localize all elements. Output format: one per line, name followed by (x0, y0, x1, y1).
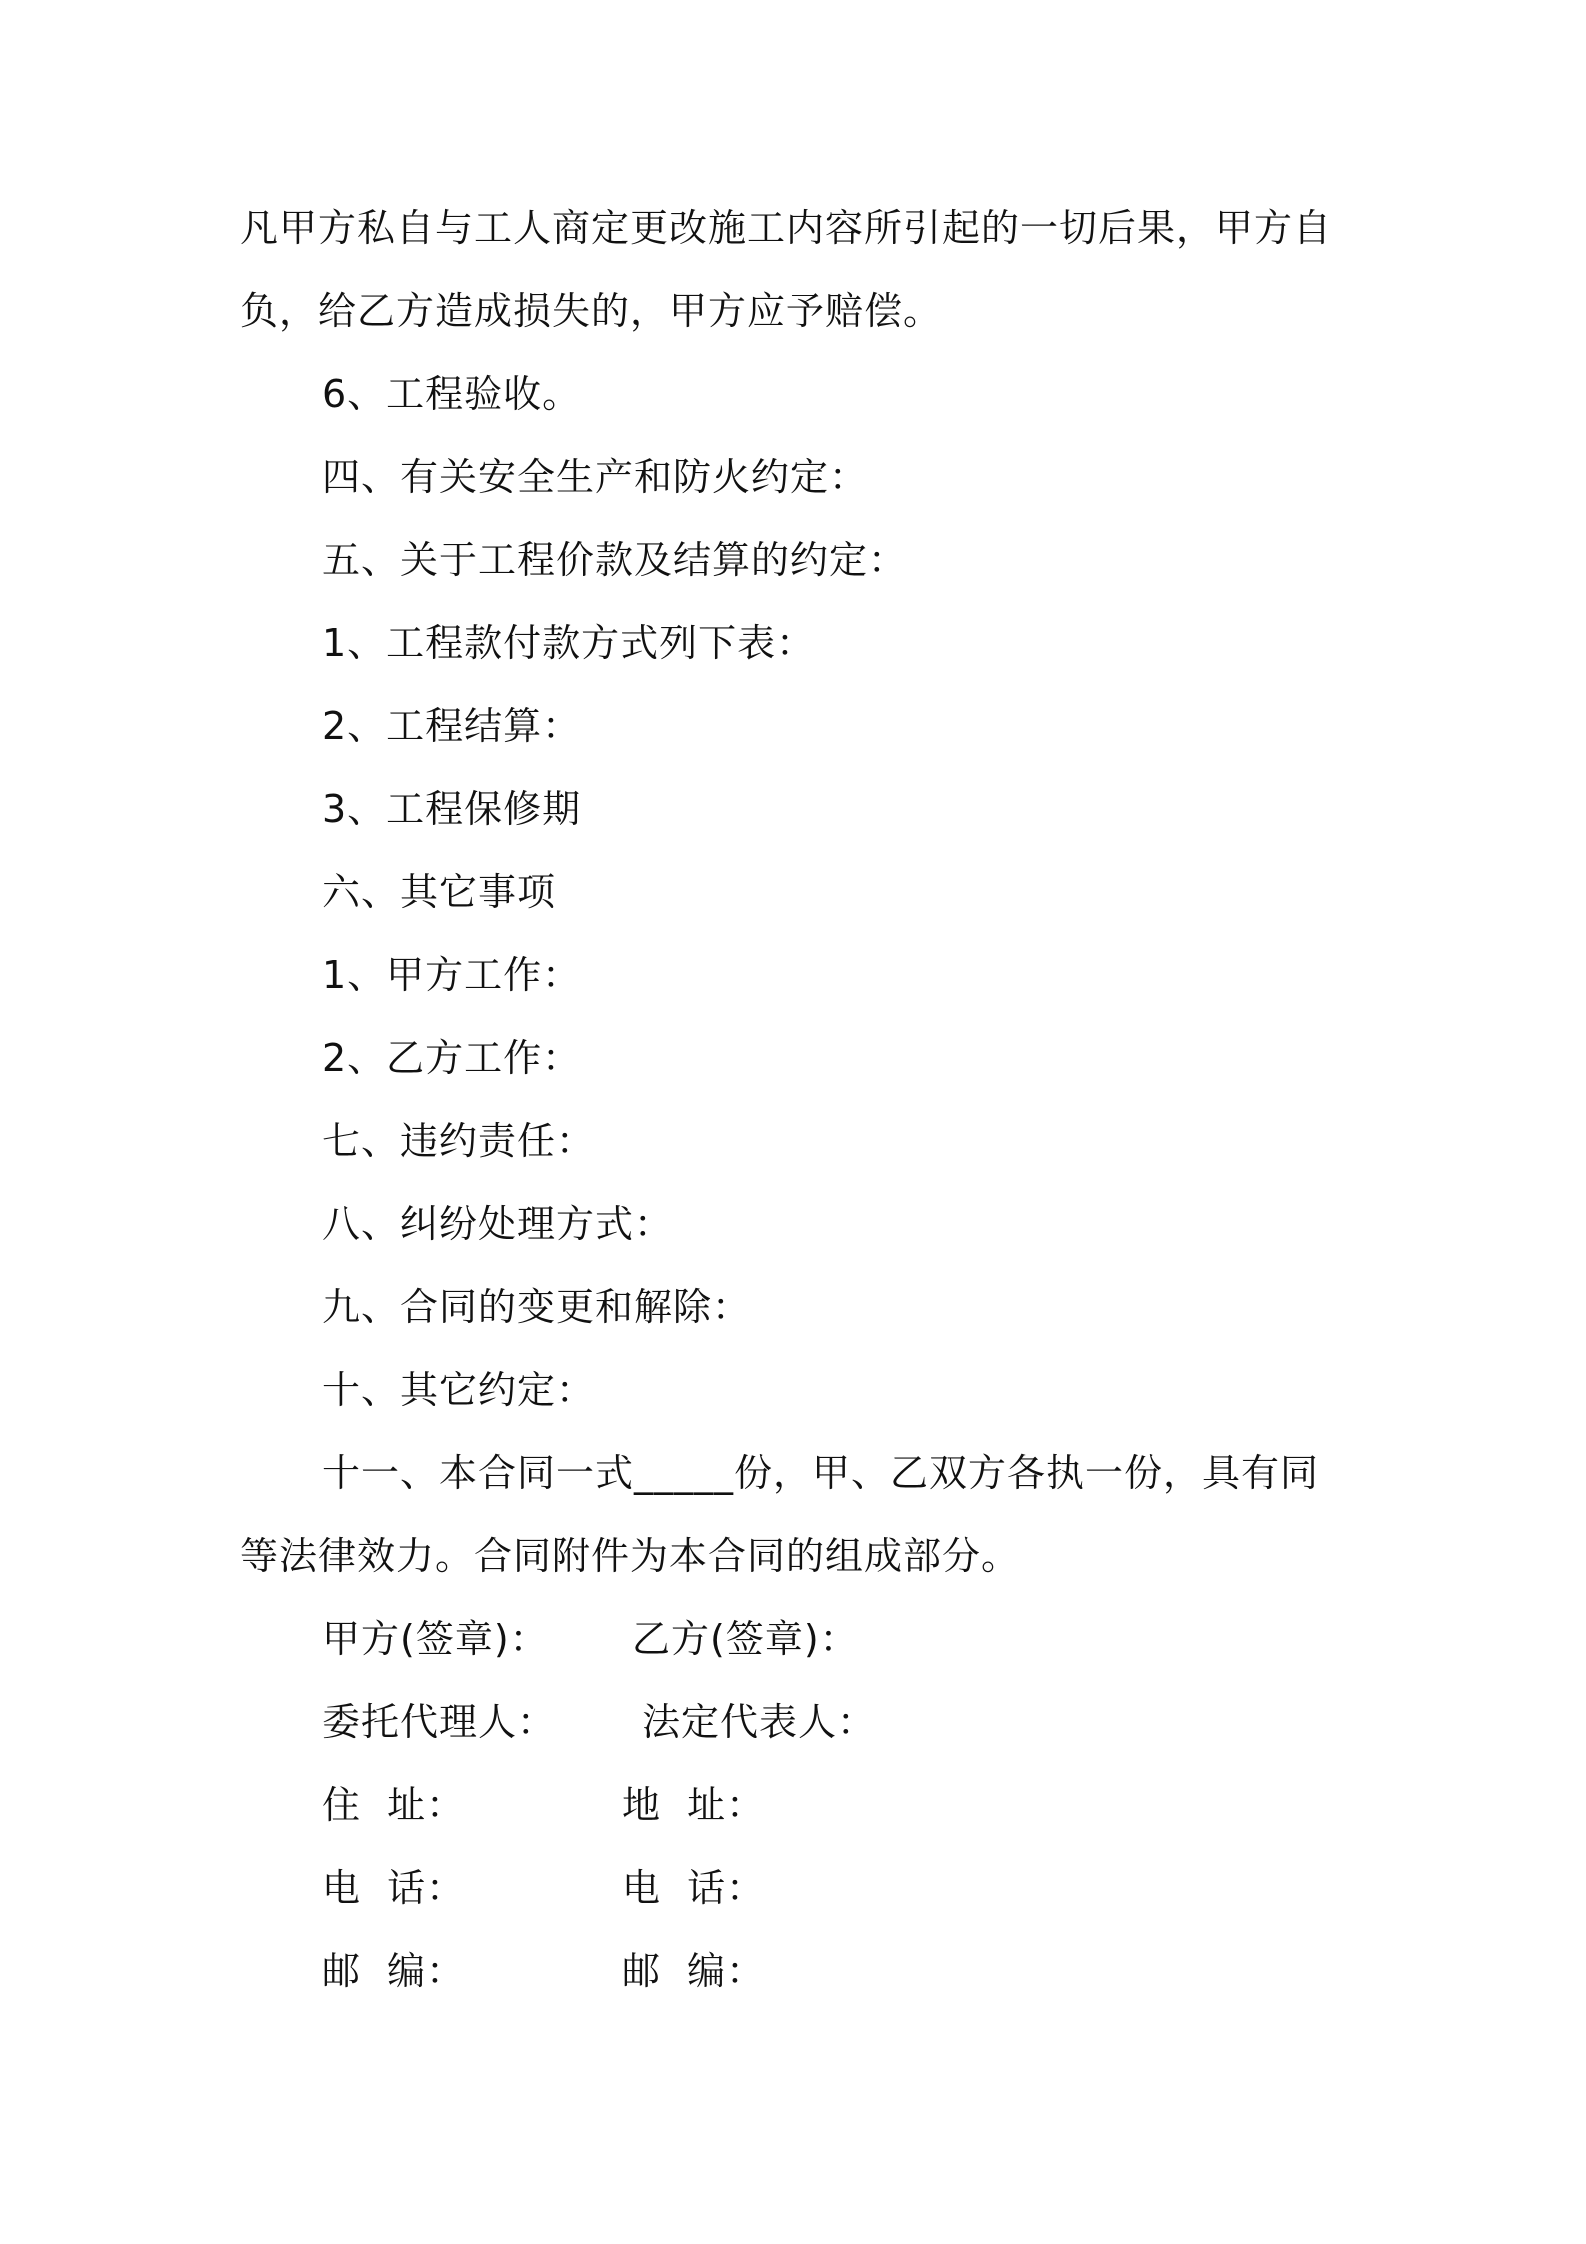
phone-b-label: 电 话： (622, 1866, 766, 1910)
phone-a-label: 电 话： (322, 1866, 466, 1910)
party-b-signature-label: 乙方(签章)： (632, 1617, 859, 1661)
postcode-b-label: 邮 编： (622, 1949, 766, 1993)
paragraph-line: 凡甲方私自与工人商定更改施工内容所引起的一切后果，甲方自 (240, 206, 1333, 250)
section-heading: 九、合同的变更和解除： (322, 1285, 752, 1329)
section-heading: 十、其它约定： (322, 1368, 596, 1412)
clause-item: 3、工程保修期 (322, 787, 582, 831)
party-a-signature-label: 甲方(签章)： (322, 1617, 549, 1661)
section-heading: 四、有关安全生产和防火约定： (322, 455, 869, 499)
clause-item: 6、工程验收。 (322, 372, 582, 416)
paragraph-line: 十一、本合同一式_____份，甲、乙双方各执一份，具有同 (322, 1451, 1320, 1495)
clause-item: 1、工程款付款方式列下表： (322, 621, 816, 665)
legal-rep-label: 法定代表人： (642, 1700, 877, 1744)
residence-label: 住 址： (322, 1783, 466, 1827)
paragraph-line: 等法律效力。合同附件为本合同的组成部分。 (240, 1534, 1021, 1578)
clause-item: 2、工程结算： (322, 704, 582, 748)
clause-item: 2、乙方工作： (322, 1036, 582, 1080)
address-label: 地 址： (622, 1783, 766, 1827)
section-heading: 六、其它事项 (322, 870, 557, 914)
section-heading: 五、关于工程价款及结算的约定： (322, 538, 908, 582)
paragraph-line: 负，给乙方造成损失的，甲方应予赔偿。 (240, 289, 943, 333)
section-heading: 七、违约责任： (322, 1119, 596, 1163)
clause-item: 1、甲方工作： (322, 953, 582, 997)
postcode-a-label: 邮 编： (322, 1949, 466, 1993)
section-heading: 八、纠纷处理方式： (322, 1202, 674, 1246)
agent-label: 委托代理人： (322, 1700, 557, 1744)
